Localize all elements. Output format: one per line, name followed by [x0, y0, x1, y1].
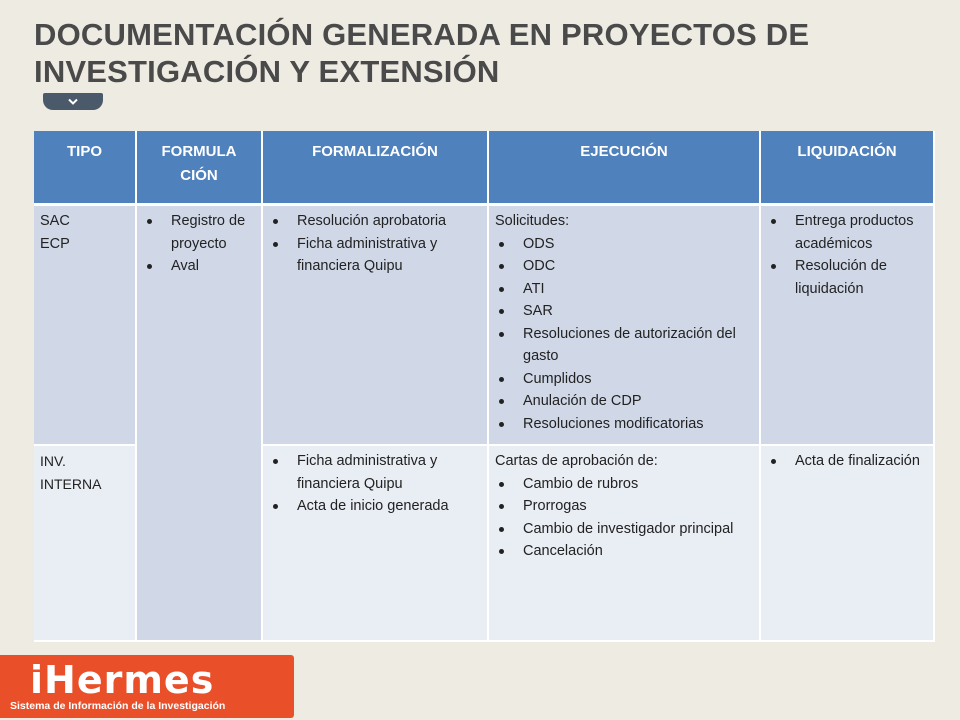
- tipo-line: SAC: [40, 213, 70, 229]
- list-item: Entrega productos académicos: [767, 210, 927, 255]
- formulacion-list: [143, 210, 255, 278]
- list-item: Resoluciones de autorización del gasto: [495, 323, 753, 368]
- cell-ejecucion: [488, 205, 760, 446]
- page-title-line-2: INVESTIGACIÓN Y EXTENSIÓN: [34, 54, 500, 89]
- list-item: ATI: [495, 278, 753, 301]
- list-item: Registro de proyecto: [143, 210, 255, 255]
- header-tipo: TIPO: [34, 131, 136, 205]
- list-item: Cambio de rubros: [495, 473, 753, 496]
- tipo-line: INV.: [40, 453, 66, 469]
- tipo-line: INTERNA: [40, 475, 102, 492]
- liquidacion-list: [767, 210, 927, 300]
- ejecucion-lead: Cartas de aprobación de:: [495, 453, 658, 469]
- formalizacion-list: [269, 210, 481, 278]
- cell-formulacion: [136, 205, 262, 642]
- ihermes-logo: [0, 655, 294, 718]
- ejecucion-list: [495, 473, 753, 563]
- list-item: Ficha administrativa y financiera Quipu: [269, 233, 481, 278]
- logo-tagline: Sistema de Información de la Investigación: [10, 700, 226, 712]
- list-item: Cancelación: [495, 540, 753, 563]
- cell-formalizacion: [262, 445, 488, 641]
- cell-ejecucion: [488, 445, 760, 641]
- list-item: ODC: [495, 255, 753, 278]
- logo-wordmark: iHermes: [30, 658, 215, 702]
- list-item: Ficha administrativa y financiera Quipu: [269, 450, 481, 495]
- list-item: Resoluciones modificatorias: [495, 413, 753, 436]
- cell-formalizacion: [262, 205, 488, 446]
- list-item: Resolución aprobatoria: [269, 210, 481, 233]
- chevron-down-icon: [67, 98, 79, 106]
- cell-tipo: [34, 445, 136, 641]
- liquidacion-list: [767, 450, 927, 473]
- formalizacion-list: [269, 450, 481, 518]
- header-liquidacion: LIQUIDACIÓN: [760, 131, 934, 205]
- list-item: Anulación de CDP: [495, 390, 753, 413]
- header-formulacion: [136, 131, 262, 205]
- list-item: Aval: [143, 255, 255, 278]
- cell-liquidacion: [760, 205, 934, 446]
- collapse-tab[interactable]: [43, 93, 103, 110]
- list-item: SAR: [495, 300, 753, 323]
- cell-liquidacion: [760, 445, 934, 641]
- list-item: ODS: [495, 233, 753, 256]
- list-item: Cumplidos: [495, 368, 753, 391]
- ejecucion-lead: Solicitudes:: [495, 213, 570, 229]
- list-item: Prorrogas: [495, 495, 753, 518]
- documentation-table: [34, 131, 935, 642]
- header-ejecucion: EJECUCIÓN: [488, 131, 760, 205]
- table-header-row: [34, 131, 934, 205]
- ejecucion-list: [495, 233, 753, 436]
- list-item: Acta de inicio generada: [269, 495, 481, 518]
- header-formalizacion: FORMALIZACIÓN: [262, 131, 488, 205]
- cell-tipo: [34, 205, 136, 446]
- list-item: Resolución de liquidación: [767, 255, 927, 300]
- table-row: [34, 205, 934, 446]
- header-formulacion-part-1: FORMULA: [161, 143, 237, 160]
- page-title: [34, 16, 934, 90]
- list-item: Cambio de investigador principal: [495, 518, 753, 541]
- tipo-line: ECP: [40, 235, 70, 252]
- list-item: Acta de finalización: [767, 450, 927, 473]
- header-formulacion-part-2: CIÓN: [180, 167, 218, 184]
- page-title-line-1: DOCUMENTACIÓN GENERADA EN PROYECTOS DE: [34, 17, 810, 52]
